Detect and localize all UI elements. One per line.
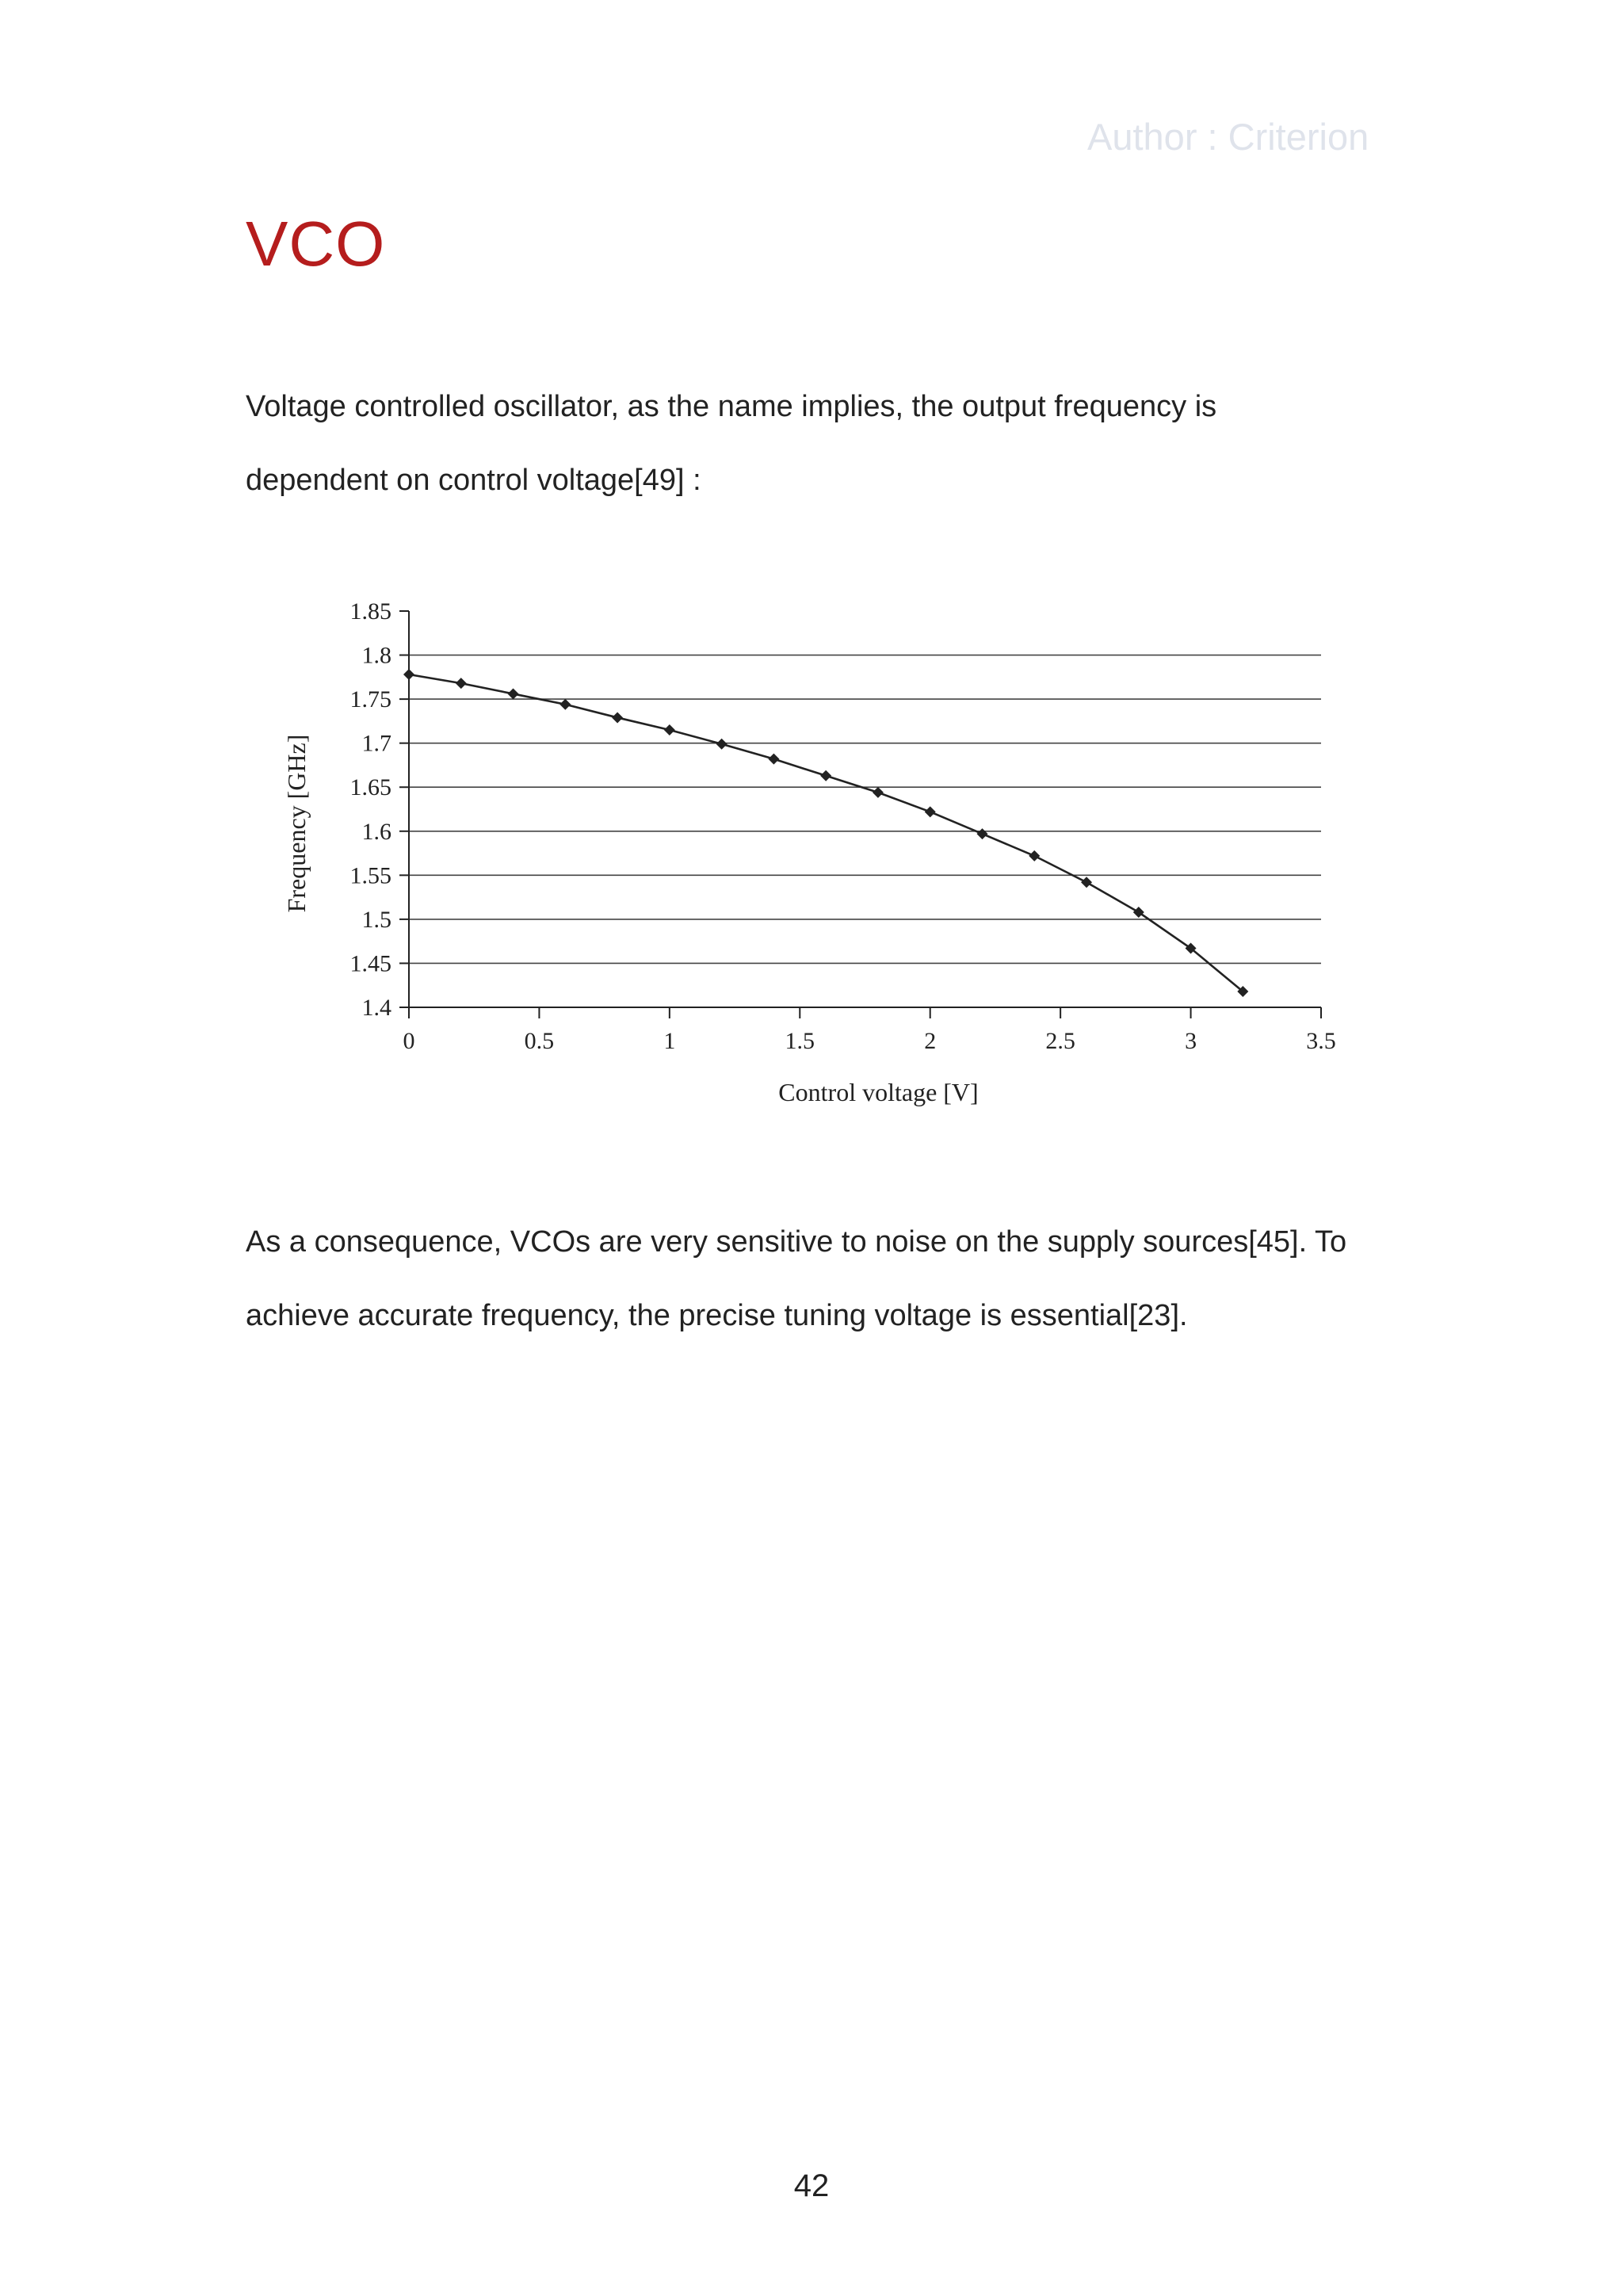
consequence-paragraph bbox=[246, 1205, 1371, 1353]
consequence-paragraph-line: As a consequence, VCOs are very sensitive to noise on the supply sources[45]. To bbox=[246, 1225, 1347, 1259]
x-tick-label: 0.5 bbox=[524, 1028, 555, 1054]
data-point bbox=[716, 739, 727, 750]
data-point bbox=[976, 828, 987, 839]
x-tick-label: 3 bbox=[1185, 1028, 1197, 1054]
y-tick-label: 1.55 bbox=[349, 862, 391, 889]
vco-chart bbox=[262, 571, 1371, 1125]
header-author: Author : Criterion bbox=[1087, 116, 1369, 158]
y-tick-label: 1.85 bbox=[349, 598, 391, 625]
x-tick-label: 2 bbox=[924, 1028, 937, 1054]
data-point bbox=[873, 787, 884, 798]
y-tick-label: 1.8 bbox=[361, 642, 391, 669]
chart-markers bbox=[403, 669, 1248, 997]
data-point bbox=[1029, 850, 1040, 861]
y-tick-label: 1.75 bbox=[349, 686, 391, 713]
page-number: 42 bbox=[793, 2168, 830, 2203]
x-tick-label: 2.5 bbox=[1045, 1028, 1075, 1054]
y-tick-label: 1.65 bbox=[349, 774, 391, 801]
data-point bbox=[820, 770, 831, 781]
y-tick-label: 1.4 bbox=[361, 995, 391, 1021]
chart-y-ticks bbox=[350, 598, 410, 1021]
section-title: VCO bbox=[246, 208, 386, 279]
chart-axes bbox=[409, 611, 1321, 1007]
y-axis-title: Frequency [GHz] bbox=[282, 734, 311, 913]
chart-x-ticks bbox=[403, 1007, 1336, 1054]
vco-chart-figure bbox=[262, 571, 1371, 1125]
chart-series bbox=[409, 674, 1243, 991]
x-axis-title: Control voltage [V] bbox=[778, 1078, 979, 1106]
x-tick-label: 1.5 bbox=[785, 1028, 815, 1054]
data-point bbox=[1081, 877, 1092, 888]
data-point bbox=[403, 669, 414, 680]
series-line bbox=[409, 674, 1243, 991]
y-tick-label: 1.45 bbox=[349, 950, 391, 977]
consequence-paragraph-line: achieve accurate frequency, the precise tuning voltage is essential[23]. bbox=[246, 1299, 1188, 1332]
x-tick-label: 1 bbox=[663, 1028, 676, 1054]
x-tick-label: 0 bbox=[403, 1028, 415, 1054]
data-point bbox=[664, 724, 675, 735]
intro-paragraph-line: dependent on control voltage[49] : bbox=[246, 464, 701, 497]
y-tick-label: 1.6 bbox=[361, 818, 391, 845]
y-tick-label: 1.7 bbox=[361, 730, 391, 757]
data-point bbox=[768, 754, 779, 765]
data-point bbox=[456, 678, 467, 689]
x-tick-label: 3.5 bbox=[1306, 1028, 1336, 1054]
data-point bbox=[559, 699, 571, 710]
data-point bbox=[925, 806, 936, 817]
data-point bbox=[508, 688, 519, 699]
y-tick-label: 1.5 bbox=[361, 906, 391, 933]
intro-paragraph-line: Voltage controlled oscillator, as the name implies, the output frequency is bbox=[246, 390, 1217, 423]
data-point bbox=[612, 712, 623, 723]
intro-paragraph bbox=[246, 370, 1371, 518]
